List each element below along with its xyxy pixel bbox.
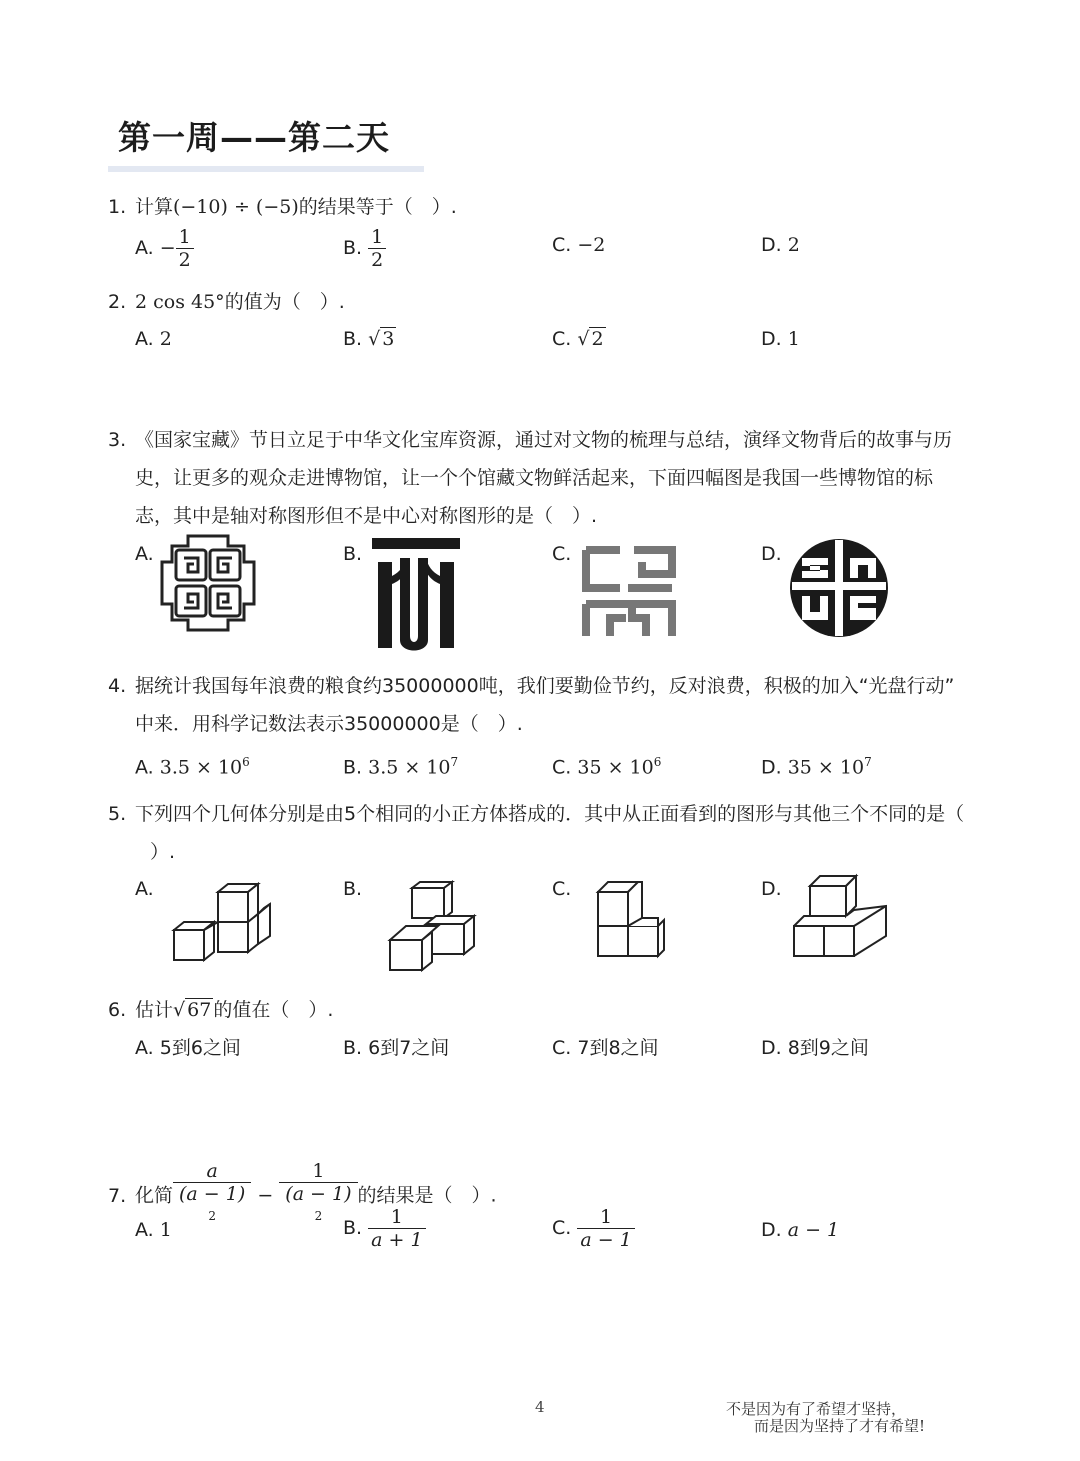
option-b[interactable]: B. [343, 543, 363, 565]
option-b[interactable]: B. √ 3 [343, 328, 395, 350]
option-d[interactable]: D. $35 \times 10^7$ [761, 755, 872, 779]
question-number: 1. [108, 196, 127, 218]
fraction: 1 (a − 1) $^2$ [279, 1160, 357, 1232]
title-underline [108, 166, 424, 172]
question-number: 7. [108, 1184, 127, 1207]
footer-quote-line-2: 而是因为坚持了才有希望! [754, 1417, 926, 1435]
sqrt: √ 2 [577, 328, 604, 350]
question-number: 5. [108, 803, 127, 825]
question-number: 2. [108, 291, 127, 313]
page-number: 4 [535, 1398, 545, 1416]
option-c[interactable]: C. 7到8之间 [552, 1037, 659, 1059]
math-expression: (−10) ÷ (−5) [173, 196, 299, 218]
option-d[interactable]: D. [761, 543, 782, 565]
museum-logo-a [158, 532, 258, 634]
museum-logo-c [580, 544, 678, 642]
sqrt: √ 67 [173, 999, 212, 1021]
question-3-line-2: 史，让更多的观众走进博物馆，让一个个馆藏文物鲜活起来，下面四幅图是我国一些博物馆的标 [135, 467, 934, 489]
option-b[interactable]: B. $\frac{1}{a + 1}$ [343, 1206, 426, 1251]
option-a[interactable]: A. [135, 543, 154, 565]
question-1: 1. 计算(−10) ÷ (−5)的结果等于（ ）. [108, 188, 457, 226]
option-d[interactable]: D. 8到9之间 [761, 1037, 869, 1059]
cube-figure-c [594, 878, 668, 960]
question-number: 3. [108, 429, 127, 451]
page-title: 第一周——第二天 [118, 118, 390, 157]
question-number: 4. [108, 675, 127, 697]
fraction: $\frac{1}{2}$ [368, 226, 386, 271]
museum-logo-b [370, 536, 462, 652]
option-c[interactable]: C. $35 \times 10^6$ [552, 755, 662, 779]
option-c[interactable]: C. [552, 543, 572, 565]
option-b[interactable]: B. $\frac{1}{2}$ [343, 226, 386, 271]
option-c[interactable]: C. [552, 878, 572, 900]
fraction: $\frac{1}{a - 1}$ [577, 1206, 634, 1251]
fraction: $\frac{1}{2}$ [176, 226, 194, 271]
option-a[interactable]: A. $3.5 \times 10^6$ [135, 755, 250, 779]
fraction: $\frac{1}{a + 1}$ [368, 1206, 425, 1251]
fraction: a (a − 1) $^2$ [173, 1160, 251, 1232]
cube-figure-d [790, 872, 890, 962]
option-a[interactable]: A. 5到6之间 [135, 1037, 241, 1059]
museum-logo-d [788, 534, 890, 642]
option-a[interactable]: A. 2 [135, 328, 172, 350]
option-a[interactable]: A. [135, 878, 154, 900]
option-d[interactable]: D. 2 [761, 234, 800, 256]
option-a[interactable]: A. 1 [135, 1219, 172, 1241]
option-c[interactable]: C. −2 [552, 234, 606, 256]
question-3: 3. 《国家宝藏》节日立足于中华文化宝库资源，通过对文物的梳理与总结，演绎文物背后的故事与历 [108, 421, 952, 459]
math-expression: 2 cos 45° [135, 291, 225, 313]
option-d[interactable]: D. 1 [761, 328, 800, 350]
option-d[interactable]: D. [761, 878, 782, 900]
option-b[interactable]: B. 6到7之间 [343, 1037, 450, 1059]
option-d[interactable]: D. a − 1 [761, 1219, 840, 1241]
question-6: 6. 估计√ 67 的值在（ ）. [108, 991, 333, 1029]
cube-figure-b [386, 878, 481, 974]
option-b[interactable]: B. $3.5 \times 10^7$ [343, 755, 459, 779]
footer-quote-line-1: 不是因为有了希望才坚持， [726, 1400, 907, 1418]
cube-figure-a [170, 878, 280, 968]
question-5: 5. 下列四个几何体分别是由5个相同的小正方体搭成的．其中从正面看到的图形与其他三个不同的是（ [108, 795, 964, 833]
question-7: 7. 化简 a (a − 1) $^2$ − 1 (a − 1) $^2$ 的结果是（ ）. [108, 1160, 497, 1232]
question-4-line-2: 中来．用科学记数法表示35000000是（ ）. [135, 713, 523, 735]
question-2: 2. 2 cos 45°的值为（ ）. [108, 283, 345, 321]
question-number: 6. [108, 999, 127, 1021]
question-4: 4. 据统计我国每年浪费的粮食约35000000吨，我们要勤俭节约，反对浪费，积极的加入“光盘行动” [108, 667, 954, 705]
option-b[interactable]: B. [343, 878, 363, 900]
sqrt: √ 3 [368, 328, 395, 350]
option-a[interactable]: A. − $\frac{1}{2}$ [135, 226, 194, 271]
option-c[interactable]: C. √ 2 [552, 328, 604, 350]
question-3-line-3: 志，其中是轴对称图形但不是中心对称图形的是（ ）. [135, 505, 598, 527]
question-5-line-2: ）. [150, 841, 176, 863]
option-c[interactable]: C. $\frac{1}{a - 1}$ [552, 1206, 635, 1251]
